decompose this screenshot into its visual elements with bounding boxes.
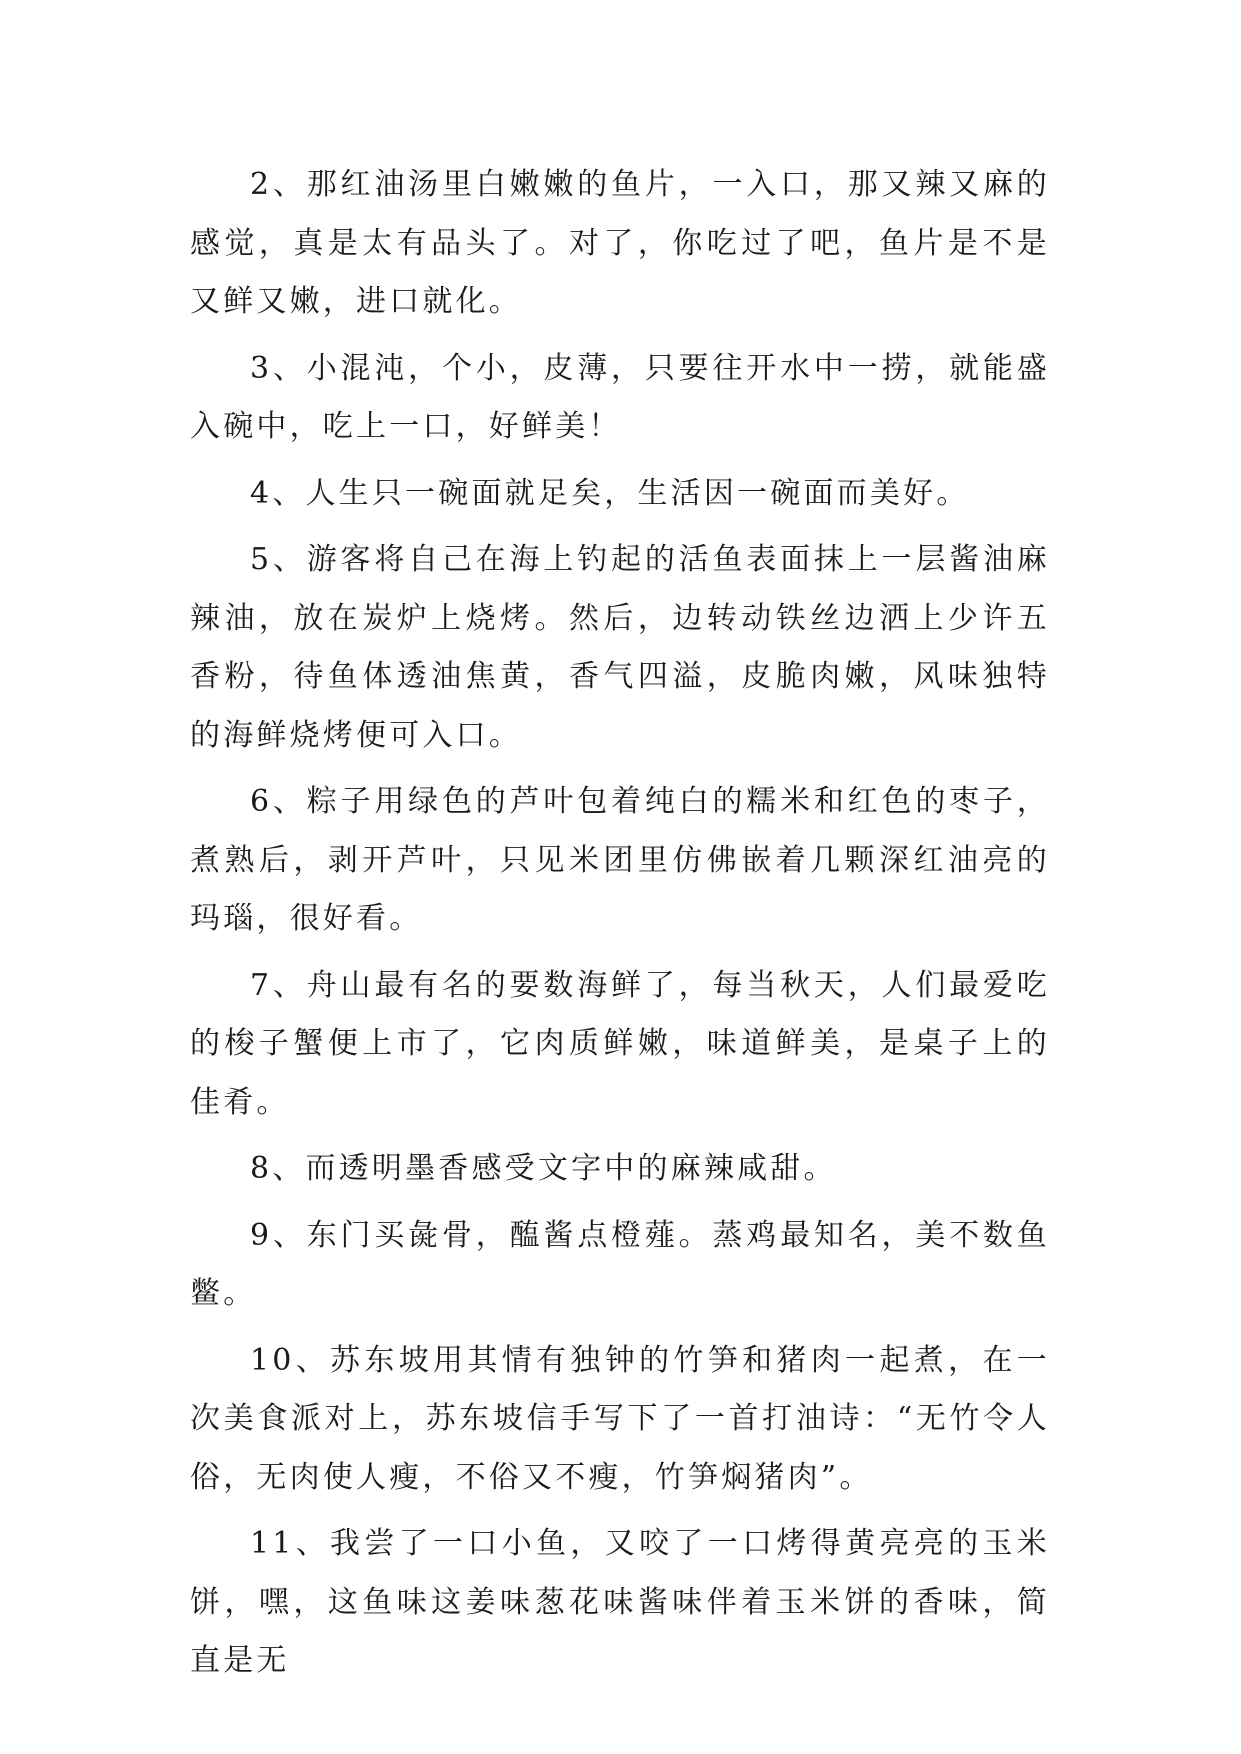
paragraph-3: 3、小混沌，个小，皮薄，只要往开水中一捞，就能盛入碗中，吃上一口，好鲜美！ [190, 350, 1050, 444]
paragraph-10: 10、苏东坡用其情有独钟的竹笋和猪肉一起煮，在一次美食派对上，苏东坡信手写下了一首打油诗：“无竹令人俗，无肉使人瘦，不俗又不瘦，竹笋焖猪肉”。 [190, 1342, 1050, 1495]
paragraph-11: 11、我尝了一口小鱼，又咬了一口烤得黄亮亮的玉米饼，嘿，这鱼味这姜味葱花味酱味伴着玉米饼的香味，简直是无 [190, 1526, 1050, 1678]
paragraph-8: 8、而透明墨香感受文字中的麻辣咸甜。 [250, 1151, 837, 1186]
document-body [190, 156, 1050, 1699]
paragraph-7: 7、舟山最有名的要数海鲜了，每当秋天，人们最爱吃的梭子蟹便上市了，它肉质鲜嫩，味道鲜美，是桌子上的佳肴。 [190, 967, 1050, 1120]
paragraph-4: 4、人生只一碗面就足矣，生活因一碗面而美好。 [250, 475, 970, 511]
paragraph-5: 5、游客将自己在海上钓起的活鱼表面抹上一层酱油麻辣油，放在炭炉上烧烤。然后，边转动铁丝边洒上少许五香粉，待鱼体透油焦黄，香气四溢，皮脆肉嫩，风味独特的海鲜烧烤便可入口。 [190, 542, 1050, 753]
paragraph-9: 9、东门买彘骨，醢酱点橙薤。蒸鸡最知名，美不数鱼鳖。 [190, 1217, 1050, 1311]
paragraph-6: 6、粽子用绿色的芦叶包着纯白的糯米和红色的枣子，煮熟后，剥开芦叶，只见米团里仿佛嵌着几颗深红油亮的玛瑙，很好看。 [190, 784, 1050, 936]
paragraph-2: 2、那红油汤里白嫩嫩的鱼片，一入口，那又辣又麻的感觉，真是太有品头了。对了，你吃过了吧，鱼片是不是又鲜又嫩，进口就化。 [190, 167, 1050, 319]
